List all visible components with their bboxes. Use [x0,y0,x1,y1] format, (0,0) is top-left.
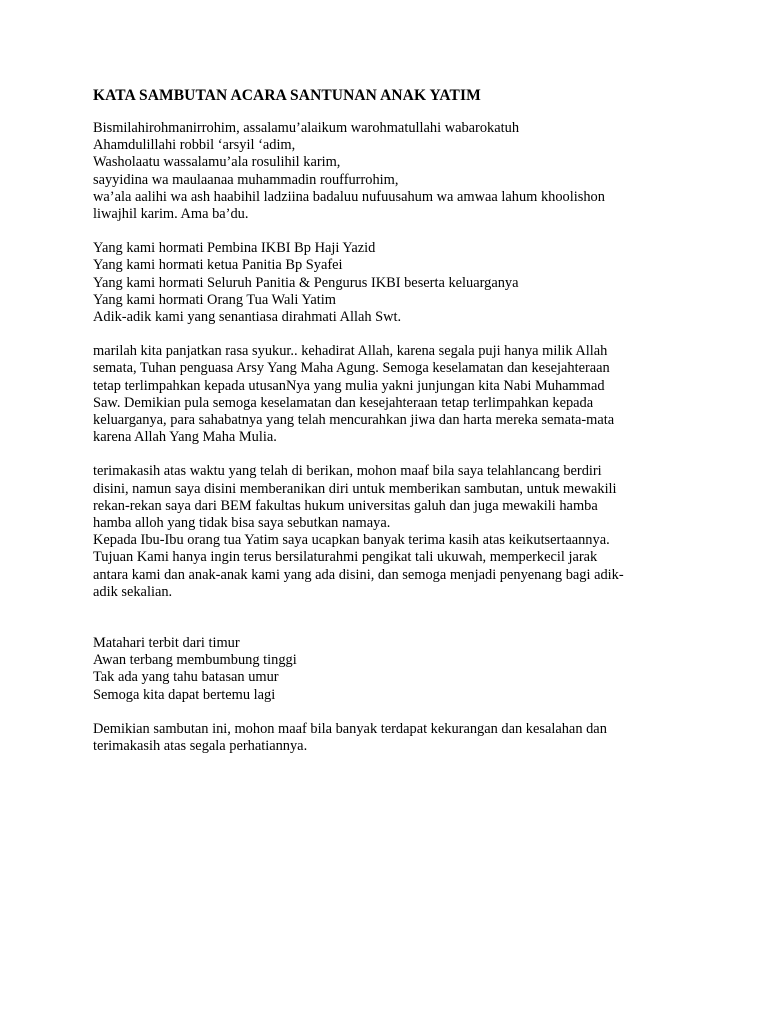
closing-block [93,721,693,755]
paragraph-line: semata, Tuhan penguasa Arsy Yang Maha Agung. Semoga keselamatan dan kesejahteraan [93,360,610,377]
paragraph-line: adik sekalian. [93,583,173,600]
paragraph-line: Kepada Ibu-Ibu orang tua Yatim saya ucapkan banyak terima kasih atas keikutsertaannya. [93,532,610,549]
paragraph-line: hamba alloh yang tidak bisa saya sebutkan namaya. [93,515,391,532]
opening-line: liwajhil karim. Ama ba’du. [93,206,249,223]
paragraph-line: disini, namun saya disini memberanikan diri untuk memberikan sambutan, untuk mewakili [93,480,617,497]
paragraph-line: terimakasih atas waktu yang telah di berikan, mohon maaf bila saya telahlancang berdiri [93,463,602,480]
greeting-line: Yang kami hormati Seluruh Panitia & Pengurus IKBI beserta keluarganya [93,274,519,291]
paragraph-line: keluarganya, para sahabatnya yang telah mencurahkan jiwa dan harta mereka semata-mata [93,412,615,429]
poem-line: Tak ada yang tahu batasan umur [93,669,279,686]
opening-line: Bismilahirohmanirrohim, assalamu’alaikum warohmatullahi wabarokatuh [93,120,520,136]
paragraph-thanks [93,463,693,601]
poem-line: Matahari terbit dari timur [93,635,240,652]
opening-line: Washolaatu wassalamu’ala rosulihil karim, [93,154,341,171]
poem-block [93,635,693,704]
closing-line: terimakasih atas segala perhatiannya. [93,738,308,755]
paragraph-line: Saw. Demikian pula semoga keselamatan dan kesejahteraan tetap terlimpahkan kepada [93,394,594,411]
opening-line: Ahamdulillahi robbil ‘arsyil ‘adim, [93,137,296,154]
opening-block [93,120,693,223]
document-body [93,86,693,755]
poem-line: Semoga kita dapat bertemu lagi [93,686,276,703]
opening-line: wa’ala aalihi wa ash haabihil ladziina badaluu nufuusahum wa amwaa lahum khoolishon [93,188,605,205]
paragraph-line: marilah kita panjatkan rasa syukur.. kehadirat Allah, karena segala puji hanya milik Allah [93,343,608,360]
greeting-line: Adik-adik kami yang senantiasa dirahmati Allah Swt. [93,309,402,326]
poem-line: Awan terbang membumbung tinggi [93,652,297,669]
greeting-line: Yang kami hormati Orang Tua Wali Yatim [93,291,336,308]
greetings-block [93,240,693,326]
closing-line: Demikian sambutan ini, mohon maaf bila banyak terdapat kekurangan dan kesalahan dan [93,720,607,737]
paragraph-line: rekan-rekan saya dari BEM fakultas hukum universitas galuh dan juga mewakili hamba [93,497,598,514]
spacer [93,601,693,635]
paragraph-line: Tujuan Kami hanya ingin terus bersilaturahmi pengikat tali ukuwah, memperkecil jarak [93,549,598,566]
greeting-line: Yang kami hormati Pembina IKBI Bp Haji Yazid [93,240,376,257]
paragraph-line: karena Allah Yang Maha Mulia. [93,429,277,446]
paragraph-line: tetap terlimpahkan kepada utusanNya yang mulia yakni junjungan kita Nabi Muhammad [93,377,605,394]
greeting-line: Yang kami hormati ketua Panitia Bp Syafei [93,257,343,274]
paragraph-line: antara kami dan anak-anak kami yang ada disini, dan semoga menjadi penyenang bagi adik- [93,566,624,583]
paragraph-gratitude [93,343,693,446]
document-title: KATA SAMBUTAN ACARA SANTUNAN ANAK YATIM [93,87,481,104]
opening-line: sayyidina wa maulaanaa muhammadin rouffurrohim, [93,171,399,188]
